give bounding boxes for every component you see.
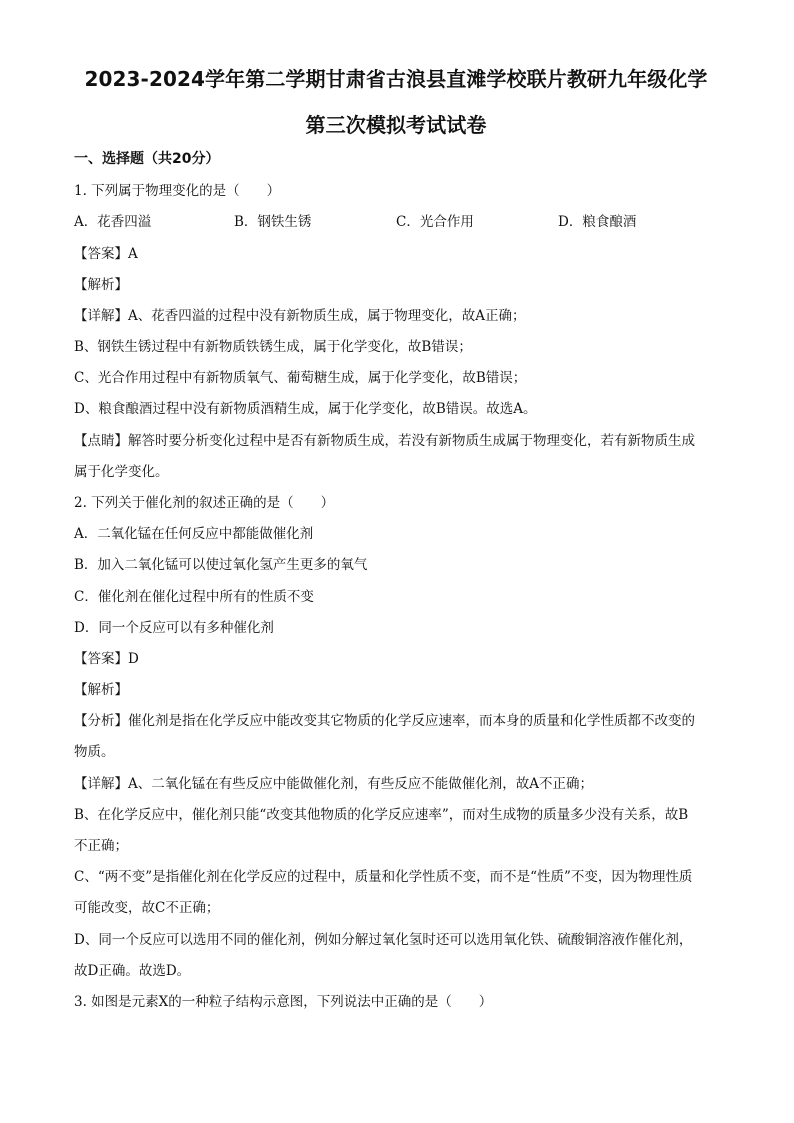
q1-comment-line: 属于化学变化。 <box>74 464 169 480</box>
q1-answer: 【答案】A <box>74 246 138 262</box>
q2-option-a: A．二氧化锰在任何反应中都能做催化剂 <box>74 526 314 542</box>
question-1-stem: 1. 下列属于物理变化的是（ ） <box>74 183 281 199</box>
q1-option-a: A．花香四溢 <box>74 214 152 230</box>
q2-detail-line: C、“两不变”是指催化剂在化学反应的过程中，质量和化学性质不变，而不是“性质”不变，因为物理性质 <box>74 869 693 885</box>
q2-detail-line: B、在化学反应中，催化剂只能“改变其他物质的化学反应速率”，而对生成物的质量多少没有关系，故B <box>74 807 689 823</box>
q2-detail-line: D、同一个反应可以选用不同的催化剂，例如分解过氧化氢时还可以选用氧化铁、硫酸铜溶液作催化剂， <box>74 932 693 948</box>
q2-option-c: C．催化剂在催化过程中所有的性质不变 <box>74 589 314 605</box>
q1-analysis-label: 【解析】 <box>74 277 128 293</box>
section-heading: 一、选择题（共20分） <box>74 151 220 167</box>
question-2-stem: 2. 下列关于催化剂的叙述正确的是（ ） <box>74 495 335 511</box>
q2-analysis-line: 物质。 <box>74 744 115 760</box>
q1-option-b: B．钢铁生锈 <box>234 214 312 230</box>
q2-option-b: B．加入二氧化锰可以使过氧化氢产生更多的氧气 <box>74 557 368 573</box>
q1-option-d: D．粮食酿酒 <box>558 214 637 230</box>
q1-detail-line: 【详解】A、花香四溢的过程中没有新物质生成，属于物理变化，故A正确； <box>74 308 526 324</box>
question-3-stem: 3. 如图是元素X的一种粒子结构示意图，下列说法中正确的是（ ） <box>74 994 493 1010</box>
q1-option-c: C．光合作用 <box>396 214 474 230</box>
q2-analysis-label: 【解析】 <box>74 682 128 698</box>
q1-detail-line: B、钢铁生锈过程中有新物质铁锈生成，属于化学变化，故B错误； <box>74 339 472 355</box>
q2-answer: 【答案】D <box>74 651 139 667</box>
exam-title-line1: 2023-2024学年第二学期甘肃省古浪县直滩学校联片教研九年级化学 <box>84 67 708 91</box>
q2-option-d: D．同一个反应可以有多种催化剂 <box>74 620 274 636</box>
q2-detail-line: 【详解】A、二氧化锰在有些反应中能做催化剂，有些反应不能做催化剂，故A不正确； <box>74 776 593 792</box>
q2-analysis-line: 【分析】催化剂是指在化学反应中能改变其它物质的化学反应速率，而本身的质量和化学性质都不改变的 <box>74 713 695 729</box>
q1-detail-line: C、光合作用过程中有新物质氧气、葡萄糖生成，属于化学变化，故B错误； <box>74 370 527 386</box>
q2-detail-line: 故D正确。故选D。 <box>74 963 191 979</box>
q1-comment-line: 【点睛】解答时要分析变化过程中是否有新物质生成，若没有新物质生成属于物理变化，若有新物质生成 <box>74 433 695 449</box>
q1-detail-line: D、粮食酿酒过程中没有新物质酒精生成，属于化学变化，故B错误。故选A。 <box>74 401 537 417</box>
q2-detail-line: 可能改变，故C不正确； <box>74 900 220 916</box>
q2-detail-line: 不正确； <box>74 838 128 854</box>
exam-title-line2: 第三次模拟考试试卷 <box>305 113 487 137</box>
question-1-options <box>74 211 718 233</box>
